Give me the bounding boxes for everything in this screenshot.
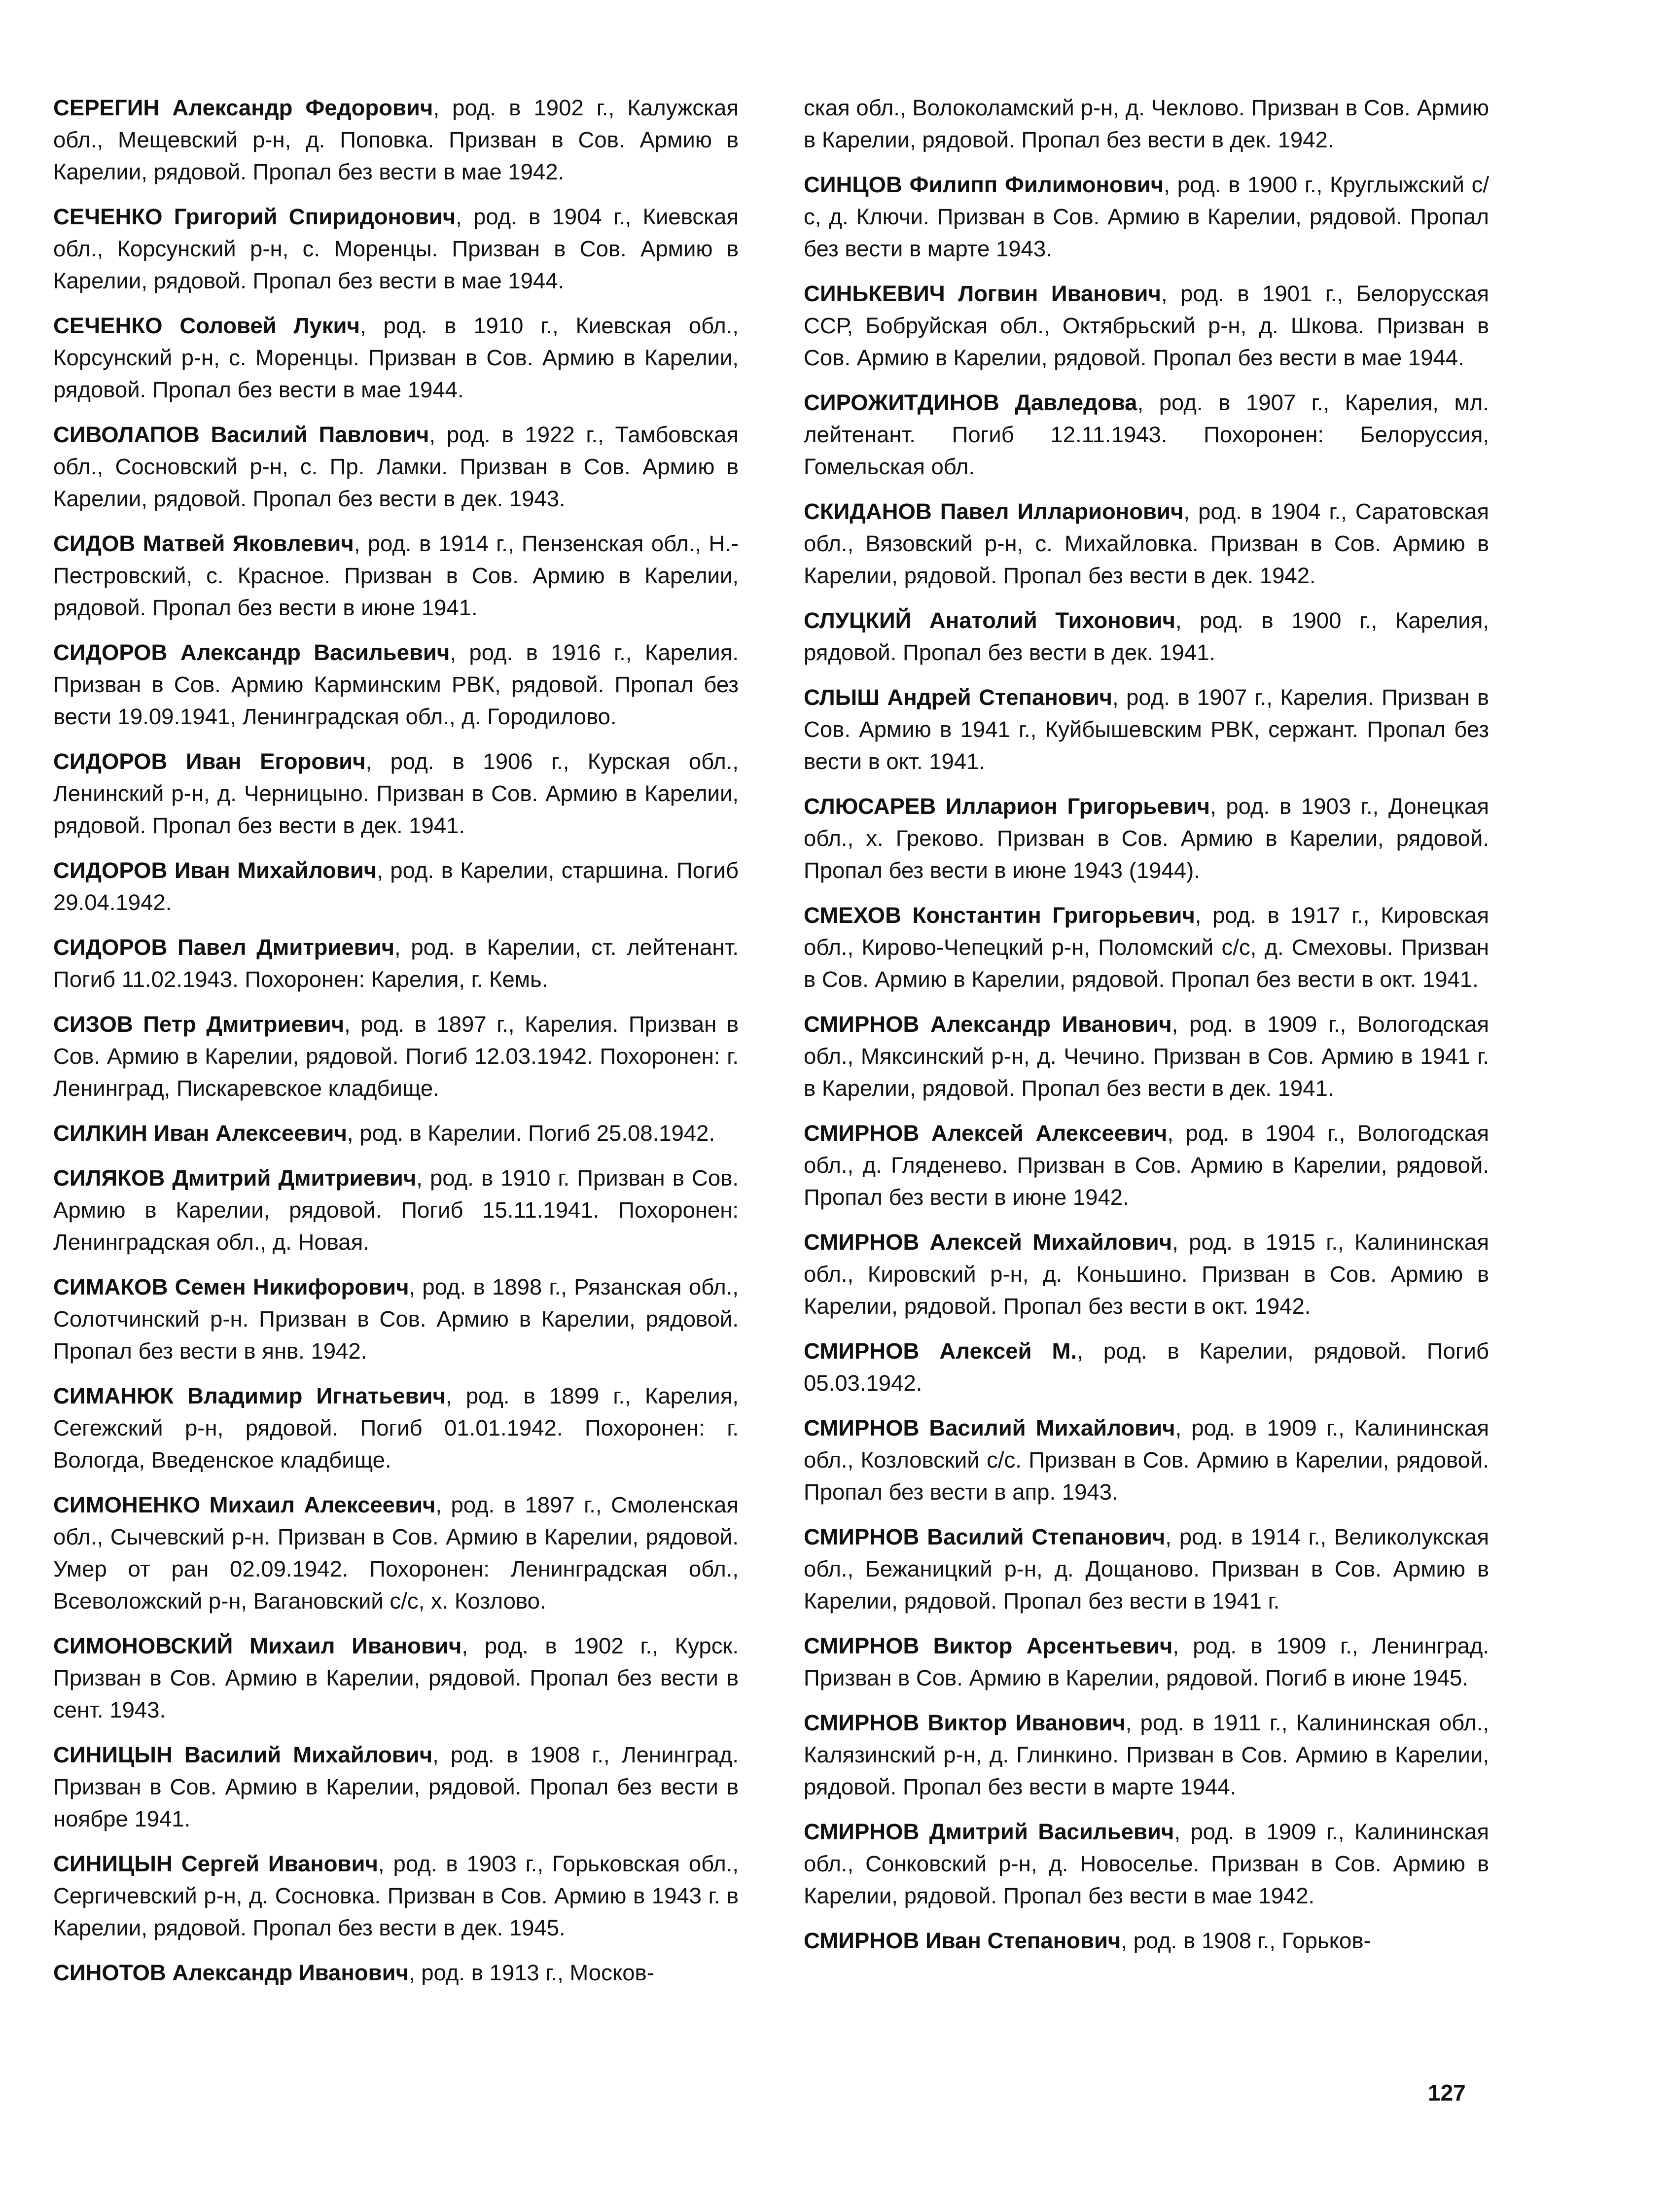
entry-name: СЛЮСАРЕВ Илларион Григорьевич [804, 794, 1210, 819]
entry-text: , род. в 1909 г., Ленинград. Призван в Сов. Армию в Карелии, рядовой. Погиб в июне 1945. [804, 1633, 1489, 1690]
entry [53, 1162, 739, 1258]
entry-text: , род. в 1898 г., Рязанская обл., Солотчинский р-н. Призван в Сов. Армию в Карелии, рядовой. Пропал без вести в янв. 1942. [53, 1274, 739, 1364]
entry [804, 1521, 1489, 1617]
entry-name: СМИРНОВ Василий Степанович [804, 1524, 1166, 1549]
entry [53, 310, 739, 406]
entry-name: СИНЬКЕВИЧ Логвин Иванович [804, 281, 1161, 306]
entry-name: СИЛКИН Иван Алексеевич [53, 1121, 347, 1146]
entry-text: , род. в 1909 г., Вологодская обл., Мяксинский р-н, д. Чечино. Призван в Сов. Армию в 1941 г. в Карелии, рядовой. Пропал без вести в дек. 1941. [804, 1012, 1489, 1101]
entry-text: , род. в 1902 г., Калужская обл., Мещевский р-н, д. Поповка. Призван в Сов. Армию в Карелии, рядовой. Пропал без вести в мае 1942. [53, 95, 739, 184]
entry-name: СИЗОВ Петр Дмитриевич [53, 1012, 345, 1037]
entry-text: , род. в 1922 г., Тамбовская обл., Сосновский р-н, с. Пр. Ламки. Призван в Сов. Армию в Карелии, рядовой. Пропал без вести в дек. 1943. [53, 422, 739, 511]
entry-text: , род. в 1910 г., Киевская обл., Корсунский р-н, с. Моренцы. Призван в Сов. Армию в Карелии, рядовой. Пропал без вести в мае 1944. [53, 313, 739, 402]
entry-name: СИДОРОВ Иван Михайлович [53, 858, 377, 883]
entry-text: , род. в 1913 г., Москов- [408, 1960, 654, 1985]
entry-name: СИНИЦЫН Сергей Иванович [53, 1851, 378, 1876]
entry [804, 1816, 1489, 1912]
entry-name: СМЕХОВ Константин Григорьевич [804, 903, 1195, 928]
entry-name: СМИРНОВ Дмитрий Васильевич [804, 1819, 1174, 1844]
entry [53, 1271, 739, 1367]
entry-name: СМИРНОВ Виктор Иванович [804, 1710, 1126, 1735]
left-column [53, 92, 739, 2001]
entry [53, 1008, 739, 1104]
entry-text: , род. в 1902 г., Курск. Призван в Сов. Армию в Карелии, рядовой. Пропал без вести в сент. 1943. [53, 1633, 739, 1722]
entry-name: СИДОВ Матвей Яковлевич [53, 531, 354, 556]
entry [53, 931, 739, 995]
entry-name: СМИРНОВ Александр Иванович [804, 1012, 1172, 1037]
entry [804, 1925, 1489, 1957]
entry-continuation: ская обл., Волоколамский р-н, д. Чеклово. Призван в Сов. Армию в Карелии, рядовой. Пропал без вести в дек. 1942. [804, 95, 1489, 152]
entry-name: СИМАКОВ Семен Никифорович [53, 1274, 409, 1299]
entry-name: СИВОЛАПОВ Василий Павлович [53, 422, 429, 447]
entry [53, 1380, 739, 1476]
entry-text: , род. в 1899 г., Карелия, Сегежский р-н, рядовой. Погиб 01.01.1942. Похоронен: г. Вологда, Введенское кладбище. [53, 1383, 739, 1473]
entry [804, 169, 1489, 265]
entry [53, 527, 739, 624]
entry [53, 1848, 739, 1944]
entry-text: , род. в 1897 г., Смоленская обл., Сычевский р-н. Призван в Сов. Армию в Карелии, рядовой. Умер от ран 02.09.1942. Похоронен: Ленинградская обл., Всеволожский р-н, Вагановский с/с, х. Козлово. [53, 1492, 739, 1614]
right-column [804, 92, 1489, 1969]
entry [804, 1335, 1489, 1399]
entry [804, 681, 1489, 777]
entry-text: , род. в Карелии, ст. лейтенант. Погиб 11.02.1943. Похоронен: Карелия, г. Кемь. [53, 935, 739, 992]
entry-name: СКИДАНОВ Павел Илларионович [804, 499, 1184, 524]
entry-name: СИДОРОВ Павел Дмитриевич [53, 935, 395, 960]
entry-name: СИДОРОВ Александр Васильевич [53, 640, 450, 665]
entry-text: , род. в 1908 г., Ленинград. Призван в Сов. Армию в Карелии, рядовой. Пропал без вести в ноябре 1941. [53, 1742, 739, 1831]
entry [804, 1226, 1489, 1322]
entry-text: , род. в 1901 г., Белорусская ССР, Бобруйская обл., Октябрьский р-н, д. Шкова. Призван в Сов. Армию в Карелии, рядовой. Пропал без вести в мае 1944. [804, 281, 1490, 370]
entry-name: СИЛЯКОВ Дмитрий Дмитриевич [53, 1165, 417, 1191]
entry [804, 1412, 1489, 1508]
entry-text: , род. в 1903 г., Донецкая обл., х. Греково. Призван в Сов. Армию в Карелии, рядовой. Пропал без вести в июне 1943 (1944). [804, 794, 1489, 883]
entry [53, 1957, 739, 1989]
entry-text: , род. в 1909 г., Калининская обл., Козловский с/с. Призван в Сов. Армию в Карелии, рядовой. Пропал без вести в апр. 1943. [804, 1415, 1489, 1505]
entry-name: СМИРНОВ Василий Михайлович [804, 1415, 1175, 1440]
page-number: 127 [1428, 2080, 1466, 2106]
entry-text: , род. в Карелии, рядовой. Погиб 05.03.1942. [804, 1338, 1489, 1396]
entry-text: , род. в 1900 г., Карелия, рядовой. Пропал без вести в дек. 1941. [804, 608, 1489, 665]
entry [804, 1117, 1489, 1213]
entry-name: СЕЧЕНКО Григорий Спиридонович [53, 204, 456, 229]
entry-text: , род. в 1906 г., Курская обл., Ленинский р-н, д. Черницыно. Призван в Сов. Армию в Карелии, рядовой. Пропал без вести в дек. 1941. [53, 749, 739, 838]
entry-text: , род. в 1907 г., Карелия. Призван в Сов. Армию в 1941 г., Куйбышевским РВК, сержант. Пропал без вести в окт. 1941. [804, 685, 1489, 774]
entry [53, 1117, 739, 1149]
entry-text: , род. в 1914 г., Пензенская обл., Н.-Пестровский, с. Красное. Призван в Сов. Армию в Карелии, рядовой. Пропал без вести в июне 1941. [53, 531, 739, 620]
entry [804, 604, 1489, 668]
entry-text: , род. в 1917 г., Кировская обл., Кирово-Чепецкий р-н, Поломский с/с, д. Смеховы. Призван в Сов. Армию в Карелии, рядовой. Пропал без вести в окт. 1941. [804, 903, 1489, 992]
entry [804, 1008, 1489, 1104]
entry [53, 854, 739, 918]
entry-name: СИНЦОВ Филипп Филимонович [804, 172, 1164, 197]
entry-name: СМИРНОВ Виктор Арсентьевич [804, 1633, 1173, 1658]
entry [804, 899, 1489, 995]
entry-name: СИДОРОВ Иван Егорович [53, 749, 366, 774]
entry [53, 1630, 739, 1726]
entry [804, 386, 1489, 483]
entry-text: , род. в 1903 г., Горьковская обл., Сергичевский р-н, д. Сосновка. Призван в Сов. Армию в 1943 г. в Карелии, рядовой. Пропал без вести в дек. 1945. [53, 1851, 739, 1940]
entry-name: СМИРНОВ Алексей Михайлович [804, 1229, 1172, 1255]
entry-name: СИНОТОВ Александр Иванович [53, 1960, 409, 1985]
entry-name: СМИРНОВ Алексей М. [804, 1338, 1077, 1364]
entry [53, 1489, 739, 1617]
entry-name: СМИРНОВ Иван Степанович [804, 1928, 1121, 1953]
entry-text: , род. в 1909 г., Калининская обл., Сонковский р-н, д. Новоселье. Призван в Сов. Армию в Карелии, рядовой. Пропал без вести в мае 1942. [804, 1819, 1489, 1908]
entry-text: , род. в 1910 г. Призван в Сов. Армию в Карелии, рядовой. Погиб 15.11.1941. Похоронен: Ленинградская обл., д. Новая. [53, 1165, 739, 1255]
entry [53, 92, 739, 188]
entry-name: СМИРНОВ Алексей Алексеевич [804, 1121, 1168, 1146]
entry-text: , род. в 1908 г., Горьков- [1121, 1928, 1371, 1953]
entry [53, 1739, 739, 1835]
entry-name: СИРОЖИТДИНОВ Давледова [804, 390, 1137, 415]
entry-text: , род. в 1907 г., Карелия, мл. лейтенант. Погиб 12.11.1943. Похоронен: Белоруссия, Гомельская обл. [804, 390, 1489, 479]
entry-name: СЕЧЕНКО Соловей Лукич [53, 313, 360, 338]
entry-text: , род. в 1904 г., Киевская обл., Корсунский р-н, с. Моренцы. Призван в Сов. Армию в Карелии, рядовой. Пропал без вести в мае 1944. [53, 204, 739, 293]
entry-text: , род. в 1897 г., Карелия. Призван в Сов. Армию в Карелии, рядовой. Погиб 12.03.1942. Похоронен: г. Ленинград, Пискаревское кладбище. [53, 1012, 739, 1101]
entry-text: , род. в Карелии, старшина. Погиб 29.04.1942. [53, 858, 739, 915]
entry-text: , род. в 1914 г., Великолукская обл., Бежаницкий р-н, д. Дощаново. Призван в Сов. Армию в Карелии, рядовой. Пропал без вести в 1941 г. [804, 1524, 1489, 1614]
entry [804, 278, 1489, 374]
entry [53, 745, 739, 842]
entry [804, 790, 1489, 886]
entry-text: , род. в Карелии. Погиб 25.08.1942. [347, 1121, 715, 1146]
entry-name: СЛЫШ Андрей Степанович [804, 685, 1112, 710]
entry-name: СИМОНОВСКИЙ Михаил Иванович [53, 1633, 462, 1658]
entry-name: СИМАНЮК Владимир Игнатьевич [53, 1383, 446, 1408]
entry [804, 1707, 1489, 1803]
entry-name: СЛУЦКИЙ Анатолий Тихонович [804, 608, 1175, 633]
entry [53, 201, 739, 297]
entry-text: , род. в 1916 г., Карелия. Призван в Сов. Армию Карминским РВК, рядовой. Пропал без вести 19.09.1941, Ленинградская обл., д. Городилово. [53, 640, 739, 729]
entry-text: , род. в 1911 г., Калининская обл., Калязинский р-н, д. Глинкино. Призван в Сов. Армию в Карелии, рядовой. Пропал без вести в марте 1944. [804, 1710, 1489, 1799]
entry-text: , род. в 1904 г., Вологодская обл., д. Гляденево. Призван в Сов. Армию в Карелии, рядовой. Пропал без вести в июне 1942. [804, 1121, 1489, 1210]
entry [804, 1630, 1489, 1694]
entry-text: , род. в 1904 г., Саратовская обл., Вязовский р-н, с. Михайловка. Призван в Сов. Армию в Карелии, рядовой. Пропал без вести в дек. 1942. [804, 499, 1490, 588]
entry [53, 636, 739, 733]
entry [804, 495, 1489, 592]
entry-text: , род. в 1900 г., Круглыжский с/с, д. Ключи. Призван в Сов. Армию в Карелии, рядовой. Пропал без вести в марте 1943. [804, 172, 1489, 261]
entry-name: СИМОНЕНКО Михаил Алексеевич [53, 1492, 436, 1517]
entry-name: СИНИЦЫН Василий Михайлович [53, 1742, 433, 1767]
entry-name: СЕРЕГИН Александр Федорович [53, 95, 433, 120]
entry-text: , род. в 1915 г., Калининская обл., Кировский р-н, д. Коньшино. Призван в Сов. Армию в Карелии, рядовой. Пропал без вести в окт. 1942. [804, 1229, 1489, 1319]
entry [53, 419, 739, 515]
